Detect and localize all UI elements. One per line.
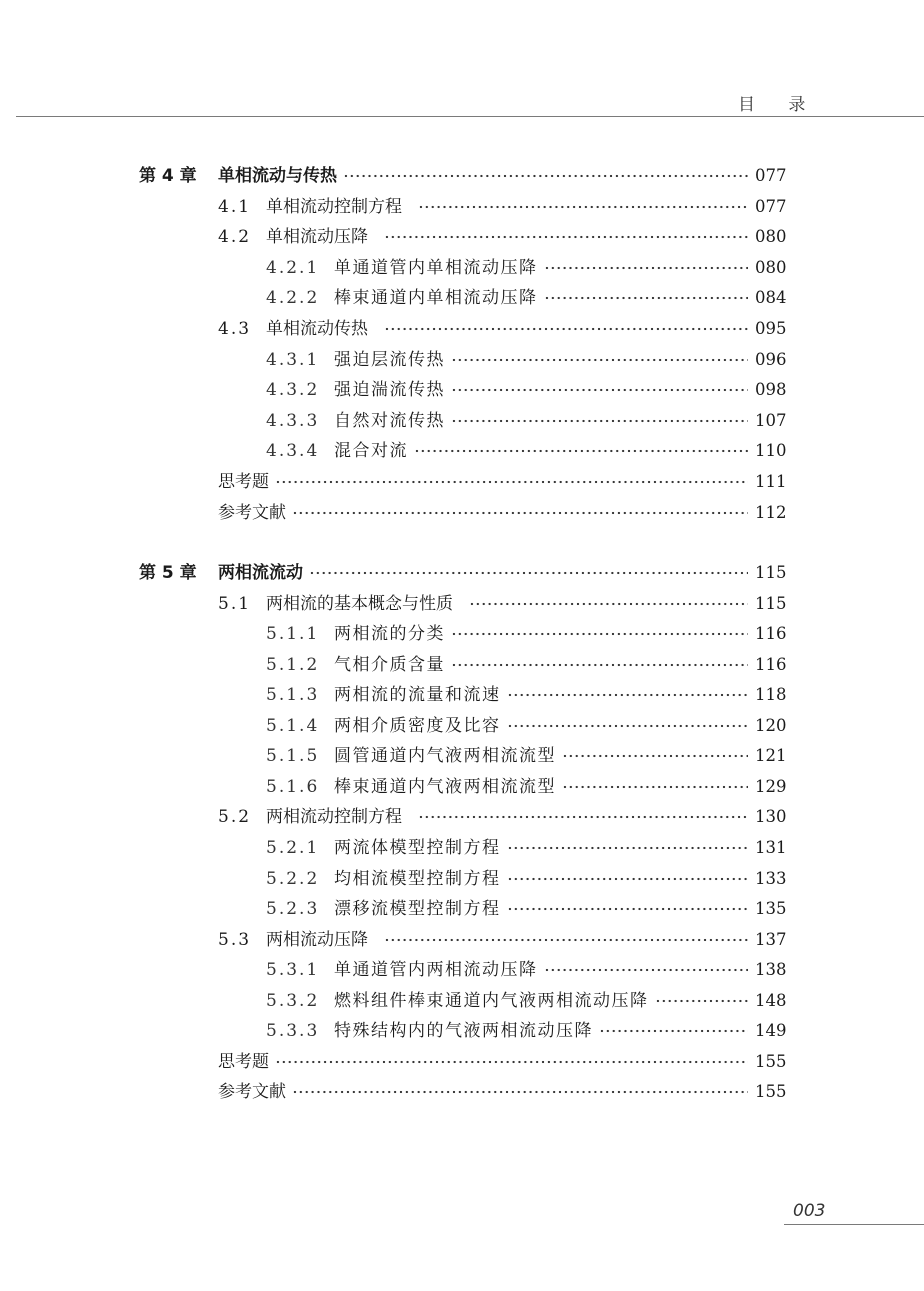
toc-entry-title: 单相流动压降 bbox=[266, 227, 368, 248]
toc-entry-title: 漂移流模型控制方程 bbox=[334, 899, 501, 920]
toc-entry-title: 单相流动控制方程 bbox=[266, 196, 402, 217]
toc-entry[interactable] bbox=[0, 222, 924, 252]
toc-entry[interactable] bbox=[0, 436, 924, 466]
toc-entry[interactable] bbox=[0, 619, 924, 649]
toc-entry[interactable] bbox=[0, 314, 924, 344]
toc-entry-title: 思考题 bbox=[218, 1051, 269, 1072]
toc-entry-title: 混合对流 bbox=[334, 441, 408, 462]
toc-entry-page: 138 bbox=[755, 960, 787, 980]
toc-entry-title: 圆管通道内气液两相流流型 bbox=[334, 746, 556, 767]
toc-entry-title: 强迫层流传热 bbox=[334, 349, 445, 370]
toc-entry[interactable] bbox=[0, 833, 924, 863]
toc-entry-page: 116 bbox=[755, 654, 787, 674]
running-header-title: 目 录 bbox=[738, 95, 820, 115]
toc-entry[interactable] bbox=[0, 711, 924, 741]
toc-entry-number: 4.3 bbox=[218, 319, 252, 339]
toc-entry-title: 思考题 bbox=[218, 472, 269, 492]
toc-entry-page: 077 bbox=[755, 166, 787, 185]
toc-entry-page: 111 bbox=[755, 472, 787, 491]
toc-entry[interactable] bbox=[0, 680, 924, 710]
toc-entry[interactable] bbox=[0, 192, 924, 222]
toc-entry[interactable] bbox=[0, 802, 924, 832]
header-rule bbox=[16, 116, 924, 117]
toc-entry[interactable] bbox=[0, 253, 924, 283]
toc-entry[interactable] bbox=[0, 986, 924, 1016]
toc-entry-number: 4.3.4 bbox=[266, 441, 320, 462]
toc-leader-dots bbox=[309, 567, 748, 577]
toc-entry-number: 5.3.3 bbox=[266, 1021, 320, 1042]
toc-leader-dots bbox=[562, 781, 748, 791]
toc-entry-title: 棒束通道内气液两相流流型 bbox=[334, 776, 556, 797]
toc-leader-dots bbox=[599, 1025, 748, 1035]
toc-leader-dots bbox=[451, 659, 748, 669]
toc-leader-dots bbox=[292, 1086, 748, 1096]
toc-entry-number: 5.3 bbox=[218, 929, 252, 950]
toc-entry-page: 130 bbox=[755, 807, 787, 827]
toc-entry[interactable] bbox=[0, 1016, 924, 1046]
toc-entry[interactable] bbox=[0, 1077, 924, 1107]
toc-entry-number: 5.1.3 bbox=[266, 685, 320, 706]
toc-entry-title: 单通道管内单相流动压降 bbox=[334, 257, 538, 278]
toc-entry-page: 118 bbox=[755, 685, 787, 705]
toc-entry-title: 单通道管内两相流动压降 bbox=[334, 960, 538, 981]
toc-leader-dots bbox=[292, 507, 748, 517]
toc-entry[interactable] bbox=[0, 650, 924, 680]
toc-entry-page: 148 bbox=[755, 990, 787, 1010]
toc-entry-title: 两相流动压降 bbox=[266, 929, 368, 950]
toc-leader-dots bbox=[418, 201, 748, 211]
toc-entry-title: 均相流模型控制方程 bbox=[334, 868, 501, 889]
toc-entry-number: 4.1 bbox=[218, 196, 252, 217]
toc-leader-dots bbox=[451, 415, 748, 425]
toc-entry-title: 特殊结构内的气液两相流动压降 bbox=[334, 1021, 593, 1042]
toc-entry[interactable] bbox=[0, 1047, 924, 1077]
toc-entry-page: 084 bbox=[755, 288, 787, 308]
toc-leader-dots bbox=[384, 231, 748, 241]
toc-entry-number: 5.1.6 bbox=[266, 776, 320, 797]
toc-entry-title: 棒束通道内单相流动压降 bbox=[334, 288, 538, 309]
toc-leader-dots bbox=[275, 476, 748, 486]
toc-leader-dots bbox=[451, 354, 748, 364]
toc-entry-number: 4.2.1 bbox=[266, 257, 320, 278]
toc-entry-page: 149 bbox=[755, 1021, 787, 1041]
toc-entry[interactable] bbox=[0, 467, 924, 497]
toc-leader-dots bbox=[507, 720, 748, 730]
toc-entry-page: 116 bbox=[755, 624, 787, 644]
toc-entry-title: 气相介质含量 bbox=[334, 654, 445, 675]
toc-entry-title: 参考文献 bbox=[218, 1082, 286, 1103]
toc-leader-dots bbox=[562, 750, 748, 760]
toc-leader-dots bbox=[507, 873, 748, 883]
toc-leader-dots bbox=[384, 323, 748, 333]
toc-leader-dots bbox=[384, 934, 748, 944]
toc-entry[interactable] bbox=[0, 406, 924, 436]
folio-rule bbox=[784, 1224, 924, 1225]
toc-entry-page: 155 bbox=[755, 1051, 787, 1071]
toc-leader-dots bbox=[655, 995, 748, 1005]
toc-entry-number: 4.2.2 bbox=[266, 288, 320, 309]
toc-leader-dots bbox=[507, 689, 748, 699]
toc-entry-number: 5.3.1 bbox=[266, 960, 320, 981]
toc-entry-number: 4.3.2 bbox=[266, 380, 320, 401]
toc-entry-page: 080 bbox=[755, 257, 787, 277]
toc-entry-title: 单相流动与传热 bbox=[218, 166, 337, 186]
toc-leader-dots bbox=[343, 170, 748, 180]
toc-entry[interactable] bbox=[0, 161, 924, 191]
toc-leader-dots bbox=[544, 262, 748, 272]
toc-entry-title: 两相流动控制方程 bbox=[266, 807, 402, 828]
toc-entry-page: 121 bbox=[755, 746, 787, 766]
toc-entry[interactable] bbox=[0, 283, 924, 313]
toc-entry-page: 112 bbox=[755, 502, 787, 522]
toc-entry-page: 155 bbox=[755, 1082, 787, 1102]
toc-entry-number: 第 5 章 bbox=[139, 563, 197, 583]
toc-leader-dots bbox=[275, 1056, 748, 1066]
toc-entry-title: 单相流动传热 bbox=[266, 319, 368, 339]
toc-entry-title: 两相流的分类 bbox=[334, 624, 445, 645]
toc-entry-title: 两相流流动 bbox=[218, 563, 303, 583]
toc-leader-dots bbox=[451, 384, 748, 394]
toc-entry-number: 5.2.2 bbox=[266, 868, 320, 889]
toc-entry-page: 131 bbox=[755, 837, 787, 857]
toc-entry-page: 115 bbox=[755, 563, 787, 582]
toc-entry-title: 两相介质密度及比容 bbox=[334, 715, 501, 736]
toc-entry-number: 第 4 章 bbox=[139, 166, 197, 186]
toc-leader-dots bbox=[544, 292, 748, 302]
toc-entry-page: 129 bbox=[755, 776, 787, 796]
toc-leader-dots bbox=[544, 964, 748, 974]
toc-entry-page: 120 bbox=[755, 715, 787, 735]
toc-entry-number: 5.1.5 bbox=[266, 746, 320, 767]
toc-entry-number: 5.2.3 bbox=[266, 899, 320, 920]
toc-entry-page: 110 bbox=[755, 441, 787, 461]
toc-entry-title: 两流体模型控制方程 bbox=[334, 837, 501, 858]
toc-leader-dots bbox=[451, 628, 748, 638]
toc-entry[interactable] bbox=[0, 498, 924, 528]
toc-entry[interactable] bbox=[0, 864, 924, 894]
toc-entry-number: 4.3.1 bbox=[266, 349, 320, 370]
toc-entry-number: 5.3.2 bbox=[266, 990, 320, 1011]
toc-entry-title: 自然对流传热 bbox=[334, 410, 445, 431]
toc-entry[interactable] bbox=[0, 925, 924, 955]
toc-leader-dots bbox=[507, 842, 748, 852]
toc-entry-page: 080 bbox=[755, 227, 787, 247]
toc-entry-title: 两相流的基本概念与性质 bbox=[266, 593, 453, 614]
toc-entry-page: 137 bbox=[755, 929, 787, 949]
toc-entry-number: 5.2.1 bbox=[266, 837, 320, 858]
toc-entry-number: 5.1.4 bbox=[266, 715, 320, 736]
toc-entry-number: 5.2 bbox=[218, 807, 252, 828]
toc-entry-page: 096 bbox=[755, 349, 787, 369]
toc-entry[interactable] bbox=[0, 589, 924, 619]
toc-entry-number: 4.3.3 bbox=[266, 410, 320, 431]
toc-entry[interactable] bbox=[0, 345, 924, 375]
toc-entry-page: 095 bbox=[755, 319, 787, 338]
toc-entry[interactable] bbox=[0, 741, 924, 771]
toc-entry-number: 5.1.2 bbox=[266, 654, 320, 675]
page-number: 003 bbox=[793, 1201, 826, 1221]
toc-entry[interactable] bbox=[0, 558, 924, 588]
toc-entry[interactable] bbox=[0, 375, 924, 405]
toc-entry-page: 133 bbox=[755, 868, 787, 888]
toc-leader-dots bbox=[418, 811, 748, 821]
toc-entry-title: 参考文献 bbox=[218, 502, 286, 523]
toc-entry-number: 5.1 bbox=[218, 593, 252, 614]
toc-entry-page: 077 bbox=[755, 196, 787, 216]
toc-entry[interactable] bbox=[0, 955, 924, 985]
toc-entry-title: 两相流的流量和流速 bbox=[334, 685, 501, 706]
toc-entry-page: 107 bbox=[755, 410, 787, 430]
toc-entry-number: 4.2 bbox=[218, 227, 252, 248]
toc-entry-page: 135 bbox=[755, 899, 787, 919]
toc-entry-title: 燃料组件棒束通道内气液两相流动压降 bbox=[334, 990, 649, 1011]
toc-entry[interactable] bbox=[0, 772, 924, 802]
toc-leader-dots bbox=[507, 903, 748, 913]
toc-leader-dots bbox=[469, 598, 748, 608]
toc-entry[interactable] bbox=[0, 894, 924, 924]
toc-entry-title: 强迫湍流传热 bbox=[334, 380, 445, 401]
toc-entry-page: 098 bbox=[755, 380, 787, 400]
toc-entry-page: 115 bbox=[755, 593, 787, 613]
toc-entry-number: 5.1.1 bbox=[266, 624, 320, 645]
toc-leader-dots bbox=[414, 445, 748, 455]
